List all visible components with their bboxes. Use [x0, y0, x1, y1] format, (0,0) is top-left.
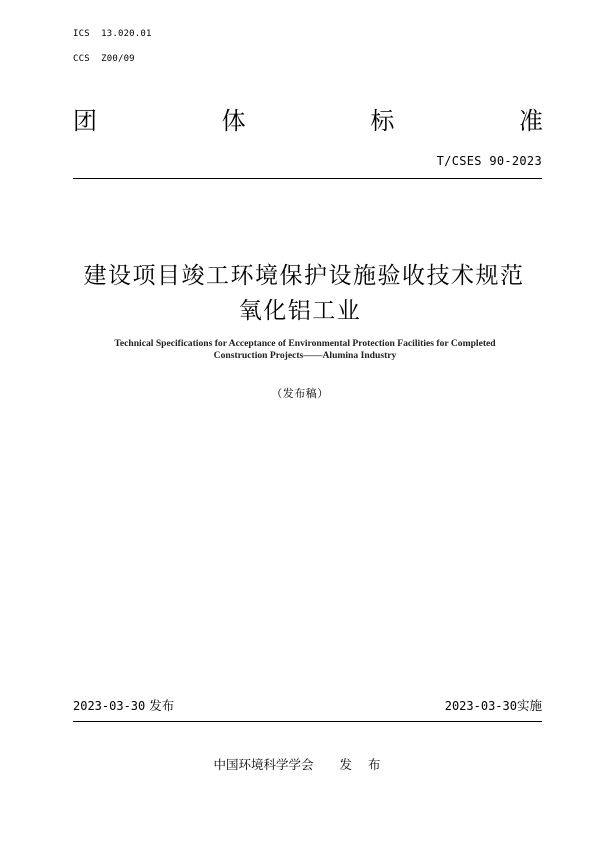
publisher-row [0, 757, 600, 773]
implement-label: 实施 [516, 698, 542, 713]
ccs-code: CCS Z00/09 [73, 54, 135, 64]
standard-number: T/CSES 90-2023 [436, 154, 542, 168]
footer-divider [73, 721, 542, 722]
implement-date-block [445, 698, 542, 714]
ics-code: ICS 13.020.01 [73, 29, 152, 39]
draft-status: （发布稿） [271, 387, 329, 400]
header-divider [73, 178, 542, 179]
implement-date: 2023-03-30 [444, 699, 517, 713]
title-english-line-1: Technical Specifications for Acceptance of Environmental Protection Facilities for Completed [114, 338, 496, 349]
issue-date-block [73, 698, 174, 714]
title-chinese-line-1: 建设项目竣工环境保护设施验收技术规范 [83, 263, 525, 289]
standard-type-heading [73, 106, 543, 136]
standard-type-char: 团 [73, 107, 97, 135]
publish-label: 发 布 [339, 757, 387, 772]
publisher-name: 中国环境科学学会 [213, 757, 314, 772]
title-english-line-2: Construction Projects——Alumina Industry [213, 350, 397, 361]
standard-type-char: 准 [518, 107, 543, 135]
title-english [80, 338, 530, 362]
dates-row [73, 698, 542, 714]
issue-label: 发布 [149, 698, 175, 713]
standard-type-char: 体 [221, 107, 246, 135]
standard-type-char: 标 [370, 107, 395, 135]
issue-date: 2023-03-30 [73, 699, 146, 713]
title-chinese-line-2: 氧化铝工业 [238, 298, 362, 324]
